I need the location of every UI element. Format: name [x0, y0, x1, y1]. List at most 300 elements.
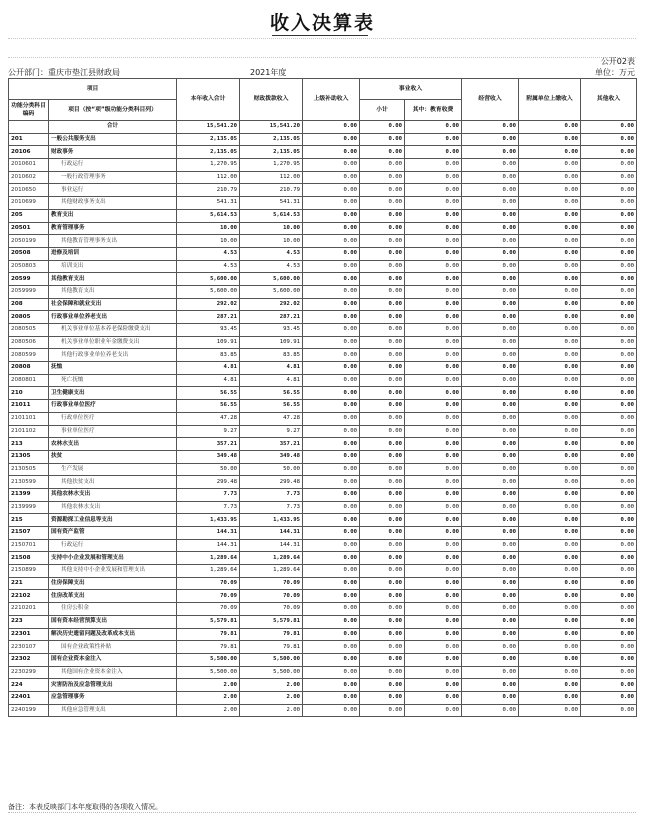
- row-value: 0.00: [303, 577, 360, 590]
- row-value: 7.73: [177, 501, 240, 514]
- row-value: 0.00: [405, 450, 462, 463]
- row-code: 2059999: [9, 285, 49, 298]
- row-value: 0.00: [581, 615, 637, 628]
- row-value: 0.00: [519, 273, 581, 286]
- row-value: 0.00: [462, 171, 519, 184]
- row-value: 0.00: [405, 133, 462, 146]
- row-name: [49, 412, 177, 425]
- table-row: [9, 603, 637, 616]
- row-name-text: 进修及培训: [51, 250, 79, 257]
- header-superior: 上级补助收入: [303, 79, 360, 121]
- row-name-text: 抚恤: [51, 364, 63, 371]
- row-value: 0.00: [462, 197, 519, 210]
- row-value: 5,600.00: [240, 273, 303, 286]
- row-value: 50.00: [177, 463, 240, 476]
- row-value: 0.00: [360, 146, 405, 159]
- row-value: 0.00: [303, 121, 360, 134]
- footnote-divider: [8, 812, 636, 814]
- row-value: 0.00: [462, 539, 519, 552]
- row-value: 79.81: [177, 628, 240, 641]
- row-name: [49, 679, 177, 692]
- row-value: 0.00: [303, 679, 360, 692]
- row-value: 0.00: [462, 476, 519, 489]
- row-value: 210.79: [177, 184, 240, 197]
- row-code: 22102: [9, 590, 49, 603]
- row-value: 0.00: [405, 653, 462, 666]
- row-value: 0.00: [462, 121, 519, 134]
- table-row: [9, 146, 637, 159]
- row-name-text: 教育管理事务: [51, 224, 85, 231]
- row-code: 22401: [9, 691, 49, 704]
- row-value: 0.00: [303, 146, 360, 159]
- row-value: 0.00: [462, 285, 519, 298]
- table-row: [9, 615, 637, 628]
- row-value: 0.00: [519, 285, 581, 298]
- row-value: 0.00: [303, 374, 360, 387]
- row-value: 0.00: [303, 273, 360, 286]
- row-value: 0.00: [405, 146, 462, 159]
- row-name-text: 其他国有企业资本金注入: [61, 668, 123, 675]
- row-name: [49, 590, 177, 603]
- header-fiscal: 财政拨款收入: [240, 79, 303, 121]
- row-value: 10.00: [177, 235, 240, 248]
- row-value: 0.00: [581, 260, 637, 273]
- row-value: 0.00: [405, 488, 462, 501]
- row-name: [49, 362, 177, 375]
- row-value: 0.00: [303, 197, 360, 210]
- row-name-text: 社会保障和就业支出: [51, 300, 102, 307]
- row-value: 15,541.20: [240, 121, 303, 134]
- row-value: 7.73: [240, 488, 303, 501]
- row-name: [49, 438, 177, 451]
- row-value: 0.00: [462, 387, 519, 400]
- row-code: 2010602: [9, 171, 49, 184]
- row-value: 70.09: [240, 603, 303, 616]
- row-value: 0.00: [462, 209, 519, 222]
- row-value: 5,579.81: [240, 615, 303, 628]
- row-value: 0.00: [405, 222, 462, 235]
- row-name-text: 其他行政事业单位养老支出: [61, 351, 129, 358]
- row-value: 109.91: [177, 336, 240, 349]
- table-row: [9, 514, 637, 527]
- row-value: 357.21: [240, 438, 303, 451]
- row-value: 0.00: [462, 628, 519, 641]
- row-value: 0.00: [462, 159, 519, 172]
- row-value: 0.00: [303, 615, 360, 628]
- row-value: 0.00: [405, 374, 462, 387]
- row-value: 0.00: [360, 336, 405, 349]
- table-row: [9, 628, 637, 641]
- row-value: 2,135.05: [240, 146, 303, 159]
- row-code: 2080506: [9, 336, 49, 349]
- row-value: 0.00: [581, 222, 637, 235]
- row-value: 15,541.20: [177, 121, 240, 134]
- row-code: 2210201: [9, 603, 49, 616]
- table-row: [9, 653, 637, 666]
- row-value: 0.00: [303, 324, 360, 337]
- row-value: 0.00: [462, 400, 519, 413]
- row-value: 0.00: [303, 171, 360, 184]
- row-value: 0.00: [519, 425, 581, 438]
- row-value: 0.00: [405, 197, 462, 210]
- row-code: 21399: [9, 488, 49, 501]
- row-value: 0.00: [581, 463, 637, 476]
- row-value: 0.00: [462, 488, 519, 501]
- row-value: 56.55: [177, 387, 240, 400]
- row-value: 0.00: [581, 273, 637, 286]
- row-value: 0.00: [519, 488, 581, 501]
- row-name-text: 其他应急管理支出: [61, 706, 106, 713]
- row-value: 0.00: [405, 349, 462, 362]
- row-value: 5,500.00: [177, 666, 240, 679]
- row-value: 0.00: [581, 577, 637, 590]
- row-value: 0.00: [519, 501, 581, 514]
- row-value: 0.00: [303, 450, 360, 463]
- row-value: 0.00: [405, 412, 462, 425]
- row-value: 4.53: [240, 247, 303, 260]
- year-label: 2021年度: [250, 68, 287, 77]
- row-value: 0.00: [405, 311, 462, 324]
- row-code: 21508: [9, 552, 49, 565]
- row-value: 0.00: [462, 653, 519, 666]
- row-value: 5,500.00: [240, 653, 303, 666]
- row-value: 0.00: [405, 552, 462, 565]
- row-value: 112.00: [177, 171, 240, 184]
- row-value: 0.00: [581, 298, 637, 311]
- row-code: 208: [9, 298, 49, 311]
- row-value: 0.00: [303, 641, 360, 654]
- row-value: 0.00: [581, 488, 637, 501]
- row-value: 0.00: [303, 438, 360, 451]
- row-value: 0.00: [581, 400, 637, 413]
- row-value: 0.00: [462, 222, 519, 235]
- row-name: [49, 603, 177, 616]
- row-value: 0.00: [462, 133, 519, 146]
- row-value: 47.28: [240, 412, 303, 425]
- row-value: 0.00: [405, 362, 462, 375]
- row-value: 0.00: [581, 311, 637, 324]
- row-value: 0.00: [360, 691, 405, 704]
- row-value: 0.00: [360, 463, 405, 476]
- row-value: 0.00: [581, 679, 637, 692]
- row-value: 349.48: [240, 450, 303, 463]
- row-code: 2010650: [9, 184, 49, 197]
- row-value: 2,135.05: [177, 146, 240, 159]
- row-value: 0.00: [462, 514, 519, 527]
- table-row: [9, 260, 637, 273]
- row-name: [49, 235, 177, 248]
- row-code: 20501: [9, 222, 49, 235]
- row-value: 0.00: [581, 133, 637, 146]
- row-value: 0.00: [581, 628, 637, 641]
- row-value: 0.00: [405, 704, 462, 717]
- row-value: 5,600.00: [177, 285, 240, 298]
- row-value: 0.00: [303, 387, 360, 400]
- row-value: 0.00: [405, 501, 462, 514]
- row-value: 0.00: [303, 235, 360, 248]
- row-value: 0.00: [519, 615, 581, 628]
- row-value: 0.00: [581, 438, 637, 451]
- row-value: 0.00: [405, 121, 462, 134]
- row-name-text: 事业单位医疗: [61, 427, 95, 434]
- row-name-text: 资源勘探工业信息等支出: [51, 516, 113, 523]
- row-value: 0.00: [303, 260, 360, 273]
- row-value: 0.00: [405, 527, 462, 540]
- row-code: 2139999: [9, 501, 49, 514]
- row-value: 0.00: [303, 628, 360, 641]
- row-value: 0.00: [405, 565, 462, 578]
- row-value: 5,614.53: [240, 209, 303, 222]
- row-value: 0.00: [360, 641, 405, 654]
- row-value: 0.00: [405, 260, 462, 273]
- row-value: 0.00: [519, 691, 581, 704]
- row-value: 4.81: [177, 374, 240, 387]
- row-value: 56.55: [177, 400, 240, 413]
- row-value: 0.00: [405, 324, 462, 337]
- row-value: 0.00: [360, 171, 405, 184]
- table-row: [9, 666, 637, 679]
- row-value: 287.21: [177, 311, 240, 324]
- row-value: 2.00: [177, 679, 240, 692]
- row-name: [49, 336, 177, 349]
- header-project: 项目: [9, 79, 177, 100]
- table-row: [9, 565, 637, 578]
- row-value: 144.31: [177, 527, 240, 540]
- row-value: 0.00: [360, 209, 405, 222]
- row-name-text: 住房保障支出: [51, 580, 85, 587]
- row-value: 0.00: [360, 476, 405, 489]
- row-name-text: 解决历史遗留问题及改革成本支出: [51, 630, 135, 637]
- row-value: 1,289.64: [240, 565, 303, 578]
- row-name-text: 其他财政事务支出: [61, 199, 106, 206]
- row-name: [49, 387, 177, 400]
- row-value: 357.21: [177, 438, 240, 451]
- row-name-text: 机关事业单位基本养老保险缴费支出: [61, 326, 151, 333]
- row-value: 0.00: [405, 400, 462, 413]
- row-value: 0.00: [303, 603, 360, 616]
- row-value: 1,270.95: [240, 159, 303, 172]
- table-row: [9, 577, 637, 590]
- row-value: 0.00: [303, 311, 360, 324]
- row-value: 1,289.64: [240, 552, 303, 565]
- row-code: 20508: [9, 247, 49, 260]
- row-value: 5,600.00: [240, 285, 303, 298]
- row-value: 0.00: [581, 653, 637, 666]
- row-name: [49, 565, 177, 578]
- row-value: 0.00: [581, 476, 637, 489]
- row-value: 287.21: [240, 311, 303, 324]
- row-value: 0.00: [303, 463, 360, 476]
- row-name: [49, 691, 177, 704]
- row-name: [49, 476, 177, 489]
- row-value: 4.53: [240, 260, 303, 273]
- row-value: 70.09: [177, 590, 240, 603]
- row-value: 0.00: [581, 425, 637, 438]
- row-value: 0.00: [360, 425, 405, 438]
- row-value: 0.00: [581, 159, 637, 172]
- row-value: 0.00: [303, 336, 360, 349]
- header-business: 事业收入: [360, 79, 462, 100]
- row-name-text: 其他教育支出: [61, 288, 95, 295]
- table-tag: 公开02表: [600, 57, 635, 66]
- row-value: 0.00: [360, 565, 405, 578]
- row-name: [49, 704, 177, 717]
- table-row: [9, 324, 637, 337]
- header-name: 项目（按“项”级功能分类科目列）: [49, 100, 177, 121]
- row-value: 0.00: [462, 438, 519, 451]
- row-value: 0.00: [360, 501, 405, 514]
- row-value: 4.53: [177, 260, 240, 273]
- row-value: 0.00: [405, 184, 462, 197]
- table-row: [9, 438, 637, 451]
- row-code: 215: [9, 514, 49, 527]
- row-value: 0.00: [462, 603, 519, 616]
- row-value: 0.00: [519, 311, 581, 324]
- row-value: 0.00: [519, 133, 581, 146]
- row-name: [49, 146, 177, 159]
- row-value: 0.00: [360, 488, 405, 501]
- row-code: 2150899: [9, 565, 49, 578]
- row-value: 9.27: [177, 425, 240, 438]
- row-name: [49, 552, 177, 565]
- table-row: [9, 159, 637, 172]
- row-value: 0.00: [303, 159, 360, 172]
- row-value: 0.00: [581, 209, 637, 222]
- row-value: 0.00: [581, 121, 637, 134]
- row-value: 0.00: [405, 159, 462, 172]
- row-name-text: 国有企业政策性补贴: [61, 643, 112, 650]
- row-name-text: 国有资本经营预算支出: [51, 618, 107, 625]
- table-row: [9, 184, 637, 197]
- table-row: [9, 311, 637, 324]
- row-value: 0.00: [303, 476, 360, 489]
- row-name: [49, 463, 177, 476]
- row-value: 0.00: [360, 653, 405, 666]
- row-code: [9, 121, 49, 134]
- row-value: 0.00: [405, 539, 462, 552]
- row-value: 0.00: [519, 387, 581, 400]
- table-row: [9, 476, 637, 489]
- row-code: 210: [9, 387, 49, 400]
- row-value: 0.00: [581, 285, 637, 298]
- row-value: 0.00: [462, 704, 519, 717]
- row-value: 0.00: [462, 336, 519, 349]
- row-value: 0.00: [581, 184, 637, 197]
- row-value: 0.00: [462, 450, 519, 463]
- row-value: 0.00: [581, 641, 637, 654]
- row-name: [49, 349, 177, 362]
- row-value: 4.53: [177, 247, 240, 260]
- table-row: [9, 501, 637, 514]
- row-value: 0.00: [360, 438, 405, 451]
- table-row: [9, 298, 637, 311]
- row-code: 22302: [9, 653, 49, 666]
- row-value: 0.00: [519, 209, 581, 222]
- row-name-text: 一般行政管理事务: [61, 174, 106, 181]
- table-title: 收入决算表: [269, 12, 375, 34]
- row-value: 0.00: [519, 641, 581, 654]
- row-name-text: 培训支出: [61, 262, 84, 269]
- row-value: 292.02: [177, 298, 240, 311]
- row-value: 0.00: [519, 412, 581, 425]
- row-value: 0.00: [462, 374, 519, 387]
- row-value: 0.00: [581, 412, 637, 425]
- row-name-text: 灾害防治及应急管理支出: [51, 681, 113, 688]
- row-code: 224: [9, 679, 49, 692]
- row-code: 2050199: [9, 235, 49, 248]
- row-name: [49, 577, 177, 590]
- table-row: [9, 425, 637, 438]
- row-value: 0.00: [519, 628, 581, 641]
- row-value: 0.00: [519, 184, 581, 197]
- row-value: 0.00: [519, 450, 581, 463]
- row-value: 0.00: [360, 311, 405, 324]
- row-value: 0.00: [519, 146, 581, 159]
- table-row: [9, 450, 637, 463]
- row-value: 0.00: [462, 146, 519, 159]
- row-code: 2130505: [9, 463, 49, 476]
- row-value: 0.00: [462, 412, 519, 425]
- row-value: 0.00: [303, 349, 360, 362]
- row-value: 0.00: [519, 260, 581, 273]
- row-value: 0.00: [303, 222, 360, 235]
- row-value: 0.00: [519, 336, 581, 349]
- row-value: 0.00: [360, 133, 405, 146]
- row-value: 0.00: [303, 184, 360, 197]
- row-value: 0.00: [462, 577, 519, 590]
- row-value: 0.00: [462, 235, 519, 248]
- row-value: 0.00: [519, 577, 581, 590]
- row-value: 0.00: [462, 184, 519, 197]
- row-value: 0.00: [405, 476, 462, 489]
- row-name: [49, 298, 177, 311]
- row-value: 0.00: [360, 374, 405, 387]
- row-name-text: 行政运行: [61, 161, 84, 168]
- row-value: 0.00: [303, 653, 360, 666]
- row-value: 56.55: [240, 400, 303, 413]
- table-row: [9, 171, 637, 184]
- row-name-text: 扶贫: [51, 453, 63, 460]
- table-row: [9, 235, 637, 248]
- row-value: 0.00: [405, 577, 462, 590]
- header-code: 功能分类科目编码: [9, 100, 49, 121]
- row-value: 109.91: [240, 336, 303, 349]
- row-code: 2010699: [9, 197, 49, 210]
- row-value: 0.00: [405, 298, 462, 311]
- row-value: 0.00: [519, 438, 581, 451]
- row-value: 70.09: [177, 577, 240, 590]
- table-row: [9, 209, 637, 222]
- row-value: 0.00: [462, 425, 519, 438]
- row-value: 0.00: [405, 285, 462, 298]
- row-value: 0.00: [519, 324, 581, 337]
- row-value: 4.81: [240, 362, 303, 375]
- row-value: 0.00: [581, 324, 637, 337]
- row-value: 1,270.95: [177, 159, 240, 172]
- row-name: [49, 197, 177, 210]
- table-row: [9, 273, 637, 286]
- row-name-text: 其他教育支出: [51, 275, 85, 282]
- row-name: [49, 374, 177, 387]
- row-value: 144.31: [177, 539, 240, 552]
- row-value: 0.00: [462, 691, 519, 704]
- row-value: 0.00: [405, 603, 462, 616]
- row-name: [49, 501, 177, 514]
- row-value: 0.00: [405, 247, 462, 260]
- row-name-text: 行政单位医疗: [61, 415, 95, 422]
- row-value: 50.00: [240, 463, 303, 476]
- row-value: 0.00: [360, 704, 405, 717]
